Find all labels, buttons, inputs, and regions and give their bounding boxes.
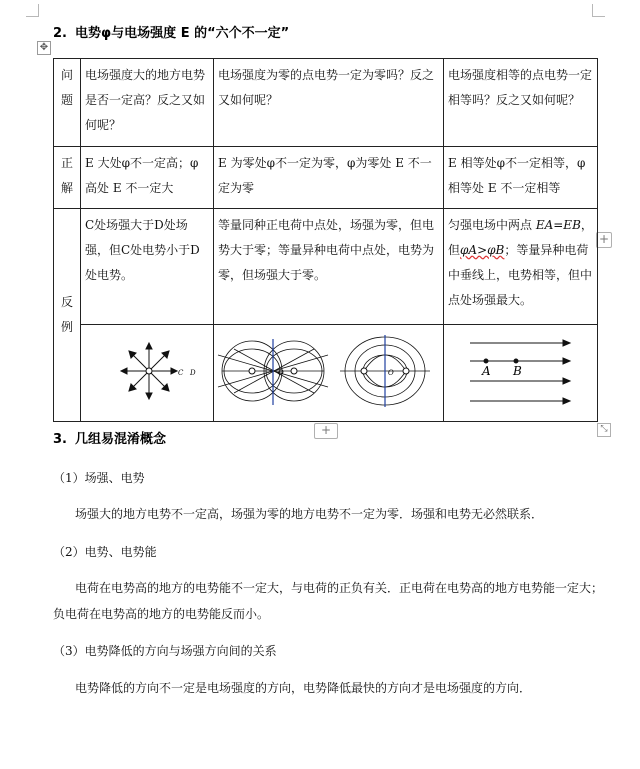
table-row [54, 59, 598, 147]
point-charge-field-diagram [81, 325, 213, 421]
label-c: C [178, 369, 184, 377]
item-heading: （2）电势、电势能 [53, 545, 157, 559]
label-d: D [190, 369, 196, 377]
row-label-question: 问题 [54, 59, 81, 147]
item-heading: （3）电势降低的方向与场强方向间的关系 [53, 644, 277, 658]
section-3-heading [53, 428, 166, 447]
item-heading: （1）场强、电势 [53, 471, 145, 485]
paragraph: 电荷在电势高的地方的电势能不一定大，与电荷的正负有关．正电荷在电势高的地方电势能一定大； [75, 581, 604, 595]
table-cell: C处场强大于D处场强，但C处电势小于D处电势。 [81, 209, 214, 325]
section-number: 2. [53, 26, 67, 41]
section-title: 几组易混淆概念 [75, 432, 167, 447]
table-row [54, 147, 598, 209]
row-label-answer: 正解 [54, 147, 81, 209]
section-2-heading [53, 22, 289, 41]
table-move-handle[interactable]: ✥ [37, 41, 51, 55]
table-cell: E 大处φ不一定高；φ高处 E 不一定大 [81, 147, 214, 209]
comparison-table [53, 58, 598, 422]
label-o: O [388, 369, 394, 377]
table-cell: 电场强度大的地方电势是否一定高？反之又如何呢？ [81, 59, 214, 147]
table-resize-handle[interactable]: ⤡ [597, 423, 611, 437]
table-row [54, 209, 598, 325]
table-row [54, 325, 598, 422]
figure-dipole-fields [214, 325, 444, 422]
section-number: 3. [53, 432, 67, 447]
table-cell: 电场强度相等的点电势一定相等吗？反之又如何呢？ [444, 59, 598, 147]
table-cell: E 相等处φ不一定相等，φ相等处 E 不一定相等 [444, 147, 598, 209]
table-cell: E 为零处φ不一定为零，φ为零处 E 不一定为零 [214, 147, 444, 209]
table-cell: 电场强度为零的点电势一定为零吗？反之又如何呢？ [214, 59, 444, 147]
label-b: B [513, 364, 522, 378]
paragraph: 场强大的地方电势不一定高，场强为零的地方电势不一定为零．场强和电势无必然联系． [75, 507, 544, 521]
table-cell: 匀强电场中两点 EA=EB，但φA>φB；等量异种电荷中垂线上，电势相等，但中点处场强最大。 [444, 209, 598, 325]
add-column-button[interactable]: + [596, 232, 612, 248]
dipole-field-diagram [214, 325, 444, 421]
uniform-field-diagram [444, 325, 598, 421]
figure-uniform-field [444, 325, 598, 422]
paragraph: 电势降低的方向不一定是电场强度的方向，电势降低最快的方向才是电场强度的方向． [75, 681, 532, 695]
page-corner-mark [592, 4, 605, 17]
label-a: A [482, 364, 491, 378]
paragraph: 负电荷在电势高的地方的电势能反而小。 [53, 607, 270, 621]
figure-point-charge [81, 325, 214, 422]
label-o: O [278, 369, 284, 377]
add-row-button[interactable]: + [314, 423, 338, 439]
row-label-example: 反例 [54, 209, 81, 422]
table-cell: 等量同种正电荷中点处，场强为零，但电势大于零；等量异种电荷中点处，电势为零，但场强大于零。 [214, 209, 444, 325]
section-title: 电势φ与电场强度 E 的“六个不一定” [75, 26, 290, 41]
page-corner-mark [26, 4, 39, 17]
